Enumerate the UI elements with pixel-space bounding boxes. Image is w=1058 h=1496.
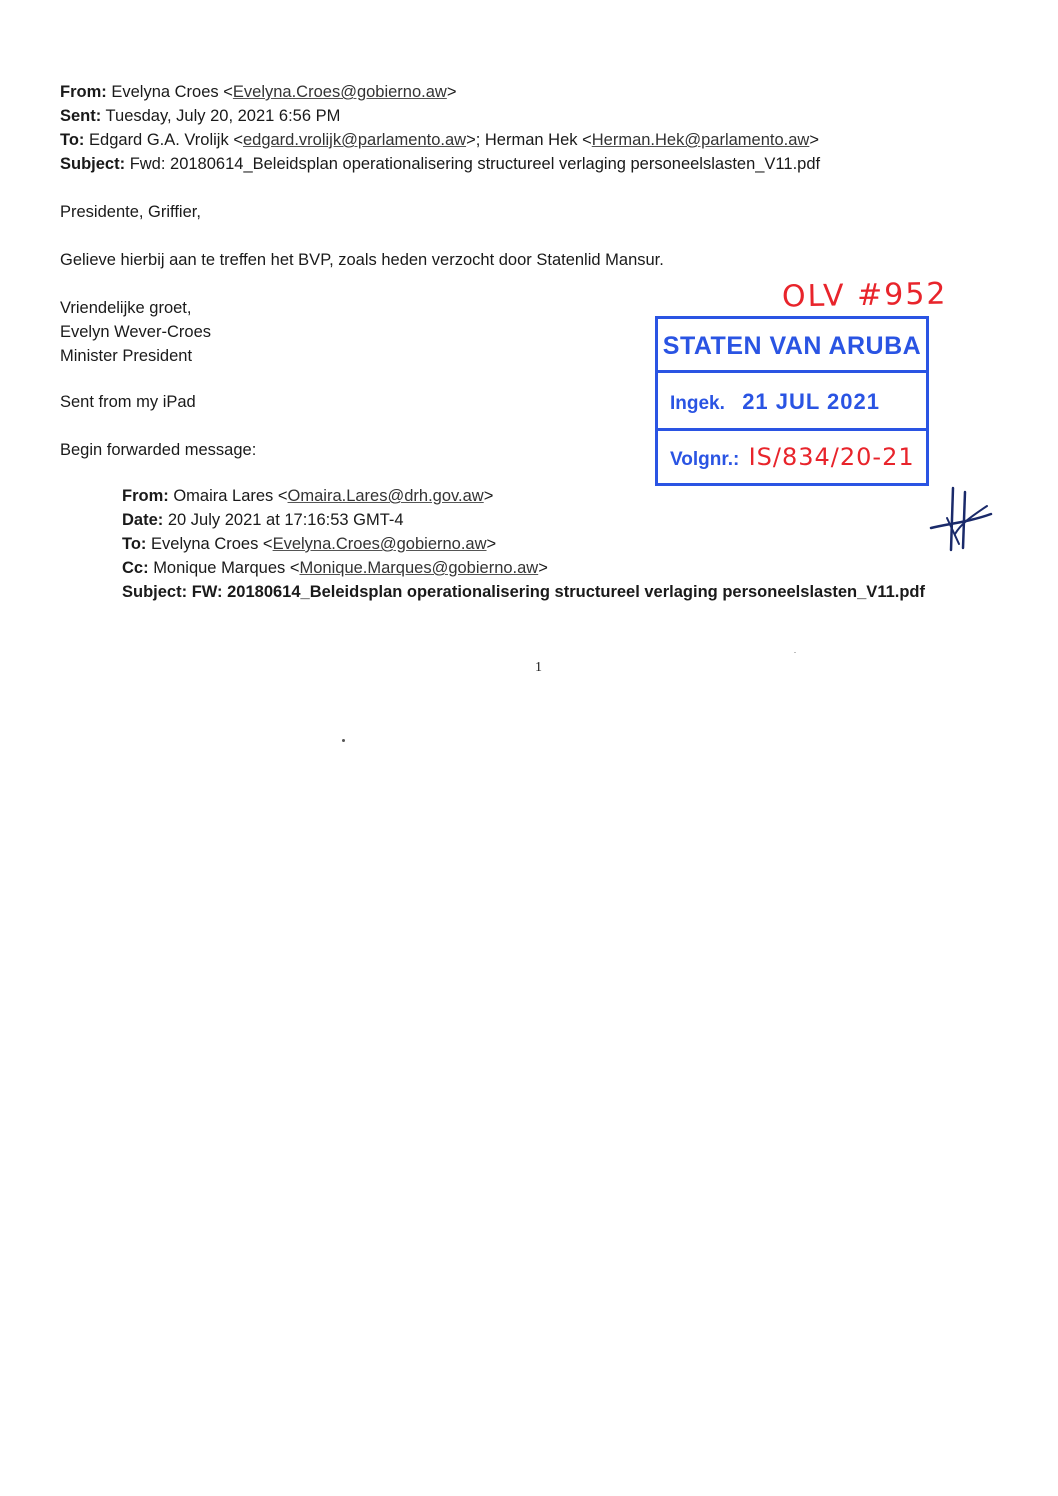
sent-label: Sent: — [60, 107, 102, 125]
registry-stamp — [655, 316, 929, 486]
header-to-line: To: Edgard G.A. Vrolijk <edgard.vrolijk@parlamento.aw>; Herman Hek <Herman.Hek@parlamento.aw> — [60, 131, 819, 149]
scan-speck — [794, 652, 796, 653]
header-sent-line — [60, 104, 340, 128]
stamp-received-row — [658, 373, 926, 431]
to-label: To: — [60, 131, 85, 149]
sent-value: Tuesday, July 20, 2021 6:56 PM — [105, 107, 341, 125]
fwd-from-email-link[interactable]: Omaira.Lares@drh.gov.aw — [287, 487, 484, 505]
fwd-from-label: From: — [122, 487, 169, 505]
device-note: Sent from my iPad — [60, 393, 196, 411]
stamp-received-label: Ingek. — [670, 393, 725, 414]
sender-name: Evelyn Wever-Croes — [60, 323, 211, 341]
from-name: Evelyna Croes — [111, 83, 219, 101]
fwd-to-name: Evelyna Croes — [151, 535, 259, 553]
to-name-1: Edgard G.A. Vrolijk — [89, 131, 229, 149]
stamp-title: STATEN VAN ARUBA — [658, 319, 926, 373]
forwarded-to-line: To: Evelyna Croes <Evelyna.Croes@gobierno.aw> — [122, 535, 497, 553]
stamp-received-date: 21 JUL 2021 — [742, 389, 880, 414]
forwarded-subject-line — [122, 580, 925, 604]
forwarded-date-line — [122, 508, 404, 532]
fwd-from-name: Omaira Lares — [173, 487, 274, 505]
fwd-subject-value: FW: 20180614_Beleidsplan operationalisering structureel verlaging personeelslasten_V11.pdf — [191, 583, 925, 601]
fwd-to-email-link[interactable]: Evelyna.Croes@gobierno.aw — [272, 535, 487, 553]
fwd-subject-label: Subject: — [122, 583, 188, 601]
subject-label: Subject: — [60, 155, 126, 173]
signature-initials — [925, 484, 997, 556]
forwarded-cc-line: Cc: Monique Marques <Monique.Marques@gobierno.aw> — [122, 559, 548, 577]
fwd-cc-name: Monique Marques — [153, 559, 286, 577]
fwd-date-value: 20 July 2021 at 17:16:53 GMT-4 — [167, 511, 404, 529]
closing: Vriendelijke groet, — [60, 299, 192, 317]
stamp-number-row — [658, 431, 926, 483]
stamp-number-label: Volgnr.: — [670, 449, 740, 470]
to-name-2: Herman Hek — [484, 131, 578, 149]
stamp-number-value: IS/834/20-21 — [748, 443, 915, 471]
forward-intro: Begin forwarded message: — [60, 441, 257, 459]
header-subject-line — [60, 152, 820, 176]
salutation: Presidente, Griffier, — [60, 203, 201, 221]
fwd-cc-email-link[interactable]: Monique.Marques@gobierno.aw — [299, 559, 539, 577]
header-from-line: From: Evelyna Croes <Evelyna.Croes@gobierno.aw> — [60, 83, 457, 101]
handwritten-reference: OLV #952 — [781, 276, 948, 315]
fwd-date-label: Date: — [122, 511, 164, 529]
forwarded-from-line: From: Omaira Lares <Omaira.Lares@drh.gov.aw> — [122, 487, 494, 505]
scan-speck — [342, 739, 345, 742]
to-email-link-2[interactable]: Herman.Hek@parlamento.aw — [591, 131, 810, 149]
from-label: From: — [60, 83, 107, 101]
to-email-link-1[interactable]: edgard.vrolijk@parlamento.aw — [242, 131, 467, 149]
message-text: Gelieve hierbij aan te treffen het BVP, zoals heden verzocht door Statenlid Mansur. — [60, 251, 664, 269]
fwd-to-label: To: — [122, 535, 147, 553]
page-number: 1 — [535, 660, 542, 675]
sender-title: Minister President — [60, 347, 193, 365]
subject-value: Fwd: 20180614_Beleidsplan operationalisering structureel verlaging personeelslasten_V11.pdf — [129, 155, 821, 173]
from-email-link[interactable]: Evelyna.Croes@gobierno.aw — [232, 83, 447, 101]
fwd-cc-label: Cc: — [122, 559, 149, 577]
